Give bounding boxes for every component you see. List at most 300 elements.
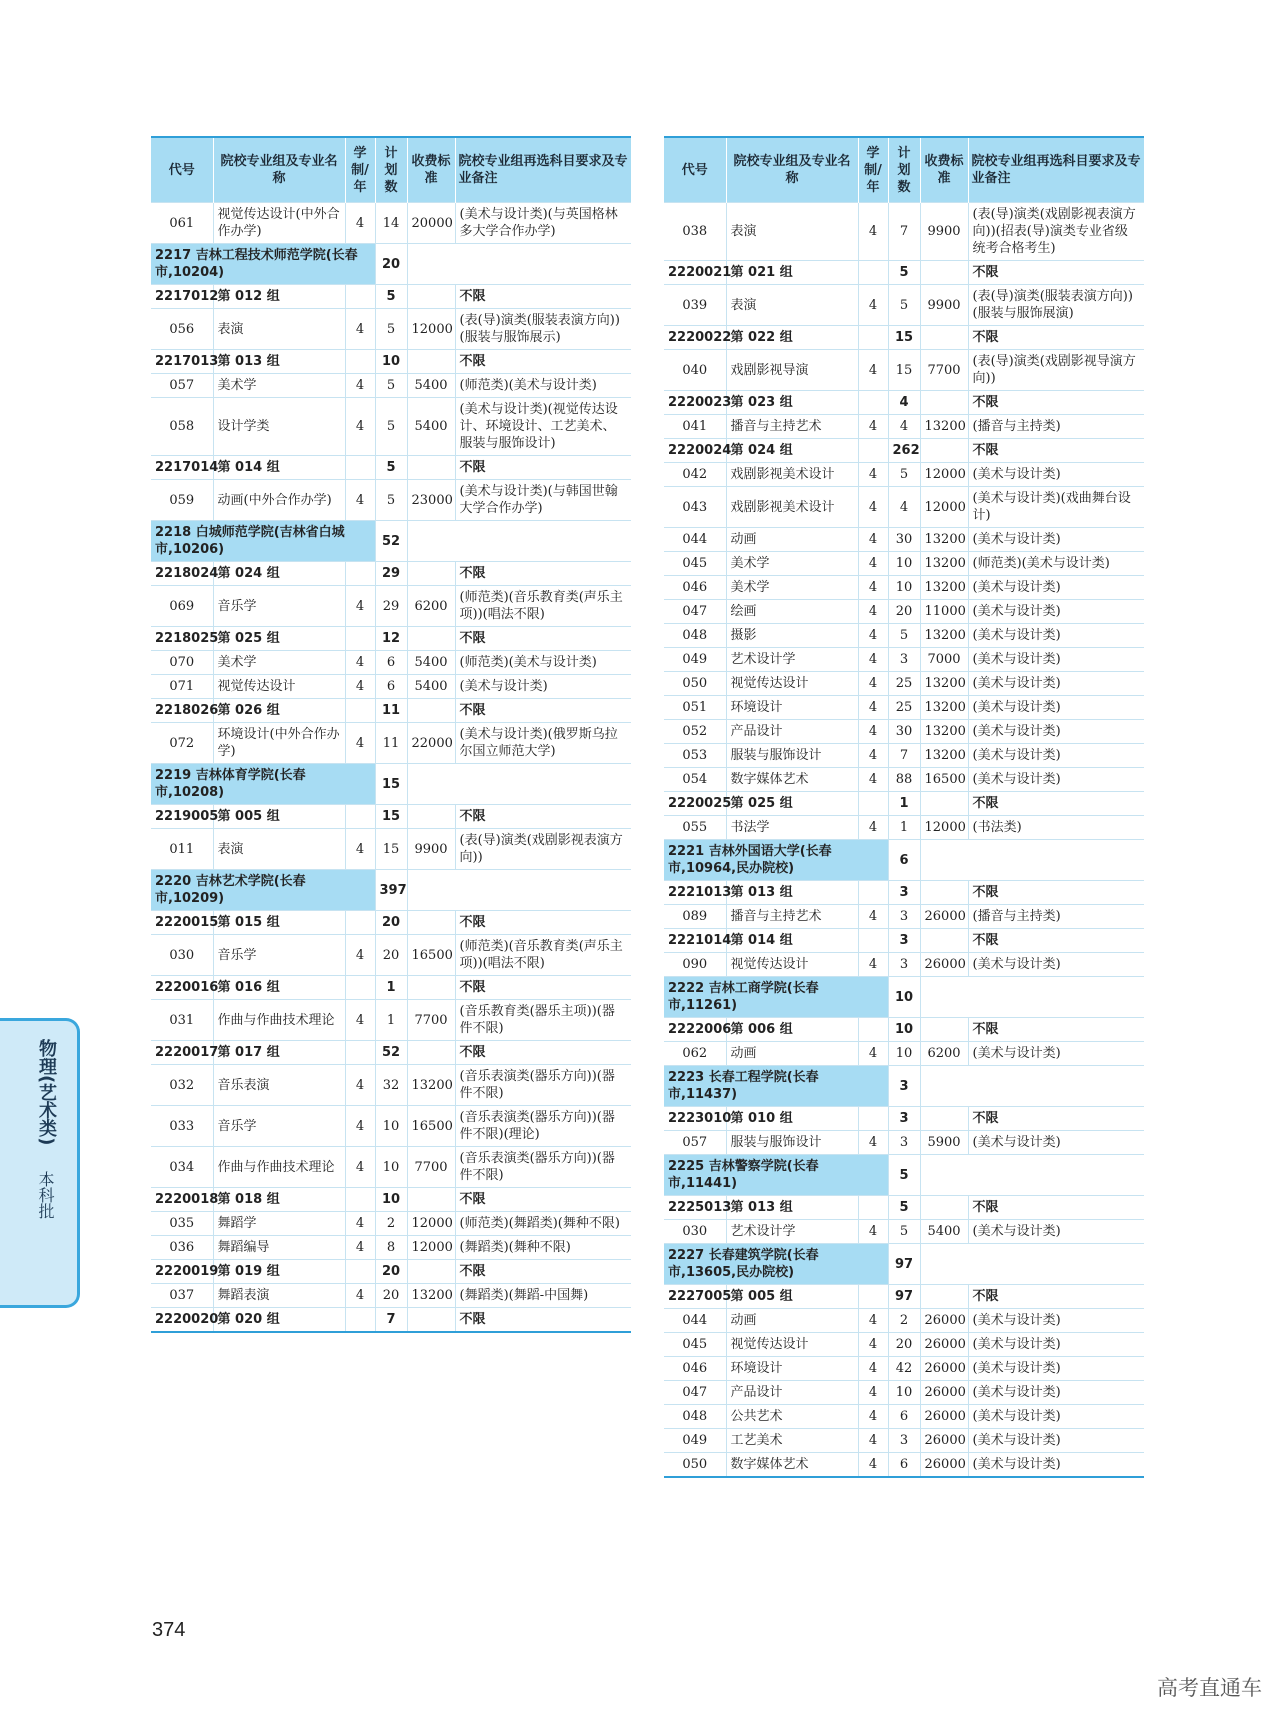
- major-remark: (美术与设计类): [968, 528, 1144, 552]
- major-row: [664, 1453, 1144, 1478]
- major-name: 公共艺术: [726, 1405, 858, 1429]
- major-plan: 25: [888, 672, 920, 696]
- major-years: 4: [858, 624, 888, 648]
- major-years: 4: [858, 1042, 888, 1066]
- major-name: 摄影: [726, 624, 858, 648]
- major-fee: 12000: [407, 1212, 455, 1236]
- major-plan: 32: [375, 1065, 407, 1106]
- school-name: 2218 白城师范学院(吉林省白城市,10206): [151, 521, 375, 562]
- group-row: [151, 1308, 631, 1333]
- major-years: 4: [345, 398, 375, 456]
- major-plan: 3: [888, 1131, 920, 1155]
- group-remark: 不限: [455, 911, 631, 935]
- group-code: 2227005: [664, 1285, 726, 1309]
- group-remark: 不限: [455, 1041, 631, 1065]
- major-name: 视觉传达设计: [726, 953, 858, 977]
- major-row: [664, 1131, 1144, 1155]
- major-code: 045: [664, 552, 726, 576]
- major-code: 050: [664, 672, 726, 696]
- major-fee: 12000: [407, 1236, 455, 1260]
- major-fee: 22000: [407, 723, 455, 764]
- major-remark: (书法类): [968, 816, 1144, 840]
- group-fee: [920, 326, 968, 350]
- major-years: 4: [345, 1284, 375, 1308]
- group-name: 第 013 组: [726, 1196, 858, 1220]
- major-name: 戏剧影视导演: [726, 350, 858, 391]
- major-years: 4: [858, 1309, 888, 1333]
- group-plan: 11: [375, 699, 407, 723]
- group-years: [345, 805, 375, 829]
- major-fee: 5400: [920, 1220, 968, 1244]
- major-plan: 10: [375, 1147, 407, 1188]
- major-plan: 4: [888, 487, 920, 528]
- major-fee: 9900: [407, 829, 455, 870]
- major-plan: 4: [888, 415, 920, 439]
- group-remark: 不限: [455, 1308, 631, 1333]
- group-code: 2223010: [664, 1107, 726, 1131]
- major-name: 戏剧影视美术设计: [726, 463, 858, 487]
- major-name: 动画: [726, 1309, 858, 1333]
- major-fee: 26000: [920, 1357, 968, 1381]
- group-code: 2220020: [151, 1308, 213, 1333]
- group-plan: 3: [888, 929, 920, 953]
- major-years: 4: [345, 480, 375, 521]
- major-remark: (师范类)(美术与设计类): [455, 651, 631, 675]
- major-row: [664, 816, 1144, 840]
- school-plan: 52: [375, 521, 407, 562]
- group-years: [858, 1285, 888, 1309]
- major-name: 服装与服饰设计: [726, 744, 858, 768]
- major-row: [664, 1405, 1144, 1429]
- major-fee: 23000: [407, 480, 455, 521]
- major-years: 4: [858, 528, 888, 552]
- group-name: 第 025 组: [213, 627, 345, 651]
- major-code: 044: [664, 1309, 726, 1333]
- group-years: [345, 911, 375, 935]
- major-name: 动画: [726, 528, 858, 552]
- major-name: 美术学: [213, 374, 345, 398]
- major-years: 4: [858, 648, 888, 672]
- major-fee: 26000: [920, 1429, 968, 1453]
- group-row: [664, 391, 1144, 415]
- major-row: [664, 905, 1144, 929]
- major-fee: 7000: [920, 648, 968, 672]
- major-code: 046: [664, 576, 726, 600]
- major-code: 069: [151, 586, 213, 627]
- group-plan: 1: [888, 792, 920, 816]
- major-code: 037: [151, 1284, 213, 1308]
- major-plan: 5: [888, 1220, 920, 1244]
- group-remark: 不限: [455, 285, 631, 309]
- group-name: 第 014 组: [213, 456, 345, 480]
- group-row: [151, 350, 631, 374]
- group-fee: [407, 911, 455, 935]
- major-remark: (表(导)演类(服装表演方向))(服装与服饰展示): [455, 309, 631, 350]
- major-remark: (美术与设计类): [968, 1309, 1144, 1333]
- group-fee: [407, 1188, 455, 1212]
- major-name: 环境设计: [726, 1357, 858, 1381]
- major-fee: 11000: [920, 600, 968, 624]
- page-number: 374: [152, 1619, 186, 1641]
- major-fee: 6200: [920, 1042, 968, 1066]
- group-remark: 不限: [455, 1188, 631, 1212]
- major-name: 作曲与作曲技术理论: [213, 1147, 345, 1188]
- major-fee: 7700: [407, 1147, 455, 1188]
- major-name: 戏剧影视美术设计: [726, 487, 858, 528]
- group-row: [664, 1285, 1144, 1309]
- major-row: [151, 398, 631, 456]
- group-fee: [407, 976, 455, 1000]
- group-years: [858, 326, 888, 350]
- major-row: [664, 350, 1144, 391]
- school-blank: [407, 244, 631, 285]
- group-fee: [407, 1260, 455, 1284]
- group-name: 第 023 组: [726, 391, 858, 415]
- group-row: [151, 1041, 631, 1065]
- group-row: [151, 562, 631, 586]
- header-code: 代号: [664, 137, 726, 203]
- major-fee: 13200: [920, 528, 968, 552]
- group-code: 2225013: [664, 1196, 726, 1220]
- header-years: 学制/年: [858, 137, 888, 203]
- group-row: [664, 1018, 1144, 1042]
- major-name: 舞蹈学: [213, 1212, 345, 1236]
- major-plan: 25: [888, 696, 920, 720]
- group-years: [858, 1107, 888, 1131]
- major-name: 数字媒体艺术: [726, 1453, 858, 1478]
- major-remark: (美术与设计类): [968, 1357, 1144, 1381]
- major-remark: (师范类)(美术与设计类): [455, 374, 631, 398]
- table-body-left: [151, 203, 631, 1333]
- group-code: 2217012: [151, 285, 213, 309]
- group-name: 第 010 组: [726, 1107, 858, 1131]
- group-plan: 7: [375, 1308, 407, 1333]
- major-name: 产品设计: [726, 1381, 858, 1405]
- major-plan: 42: [888, 1357, 920, 1381]
- major-years: 4: [858, 1220, 888, 1244]
- major-name: 绘画: [726, 600, 858, 624]
- major-fee: 26000: [920, 1309, 968, 1333]
- group-code: 2220023: [664, 391, 726, 415]
- group-fee: [407, 562, 455, 586]
- major-code: 031: [151, 1000, 213, 1041]
- group-years: [858, 929, 888, 953]
- group-plan: 1: [375, 976, 407, 1000]
- major-remark: (音乐表演类(器乐方向))(器件不限)(理论): [455, 1106, 631, 1147]
- group-name: 第 017 组: [213, 1041, 345, 1065]
- major-code: 048: [664, 624, 726, 648]
- major-years: 4: [858, 285, 888, 326]
- group-row: [151, 456, 631, 480]
- major-name: 美术学: [726, 576, 858, 600]
- major-row: [664, 203, 1144, 261]
- group-fee: [407, 699, 455, 723]
- group-years: [858, 1018, 888, 1042]
- group-code: 2220018: [151, 1188, 213, 1212]
- major-name: 数字媒体艺术: [726, 768, 858, 792]
- major-code: 090: [664, 953, 726, 977]
- major-fee: 12000: [920, 487, 968, 528]
- major-remark: (美术与设计类): [968, 1453, 1144, 1478]
- major-row: [664, 1220, 1144, 1244]
- major-remark: (美术与设计类)(与英国格林多大学合作办学): [455, 203, 631, 244]
- major-row: [664, 1381, 1144, 1405]
- school-row: [664, 977, 1144, 1018]
- major-name: 音乐学: [213, 586, 345, 627]
- school-name: 2220 吉林艺术学院(长春市,10209): [151, 870, 375, 911]
- major-remark: (播音与主持类): [968, 905, 1144, 929]
- major-fee: 26000: [920, 1453, 968, 1478]
- major-code: 039: [664, 285, 726, 326]
- major-code: 047: [664, 1381, 726, 1405]
- group-code: 2220022: [664, 326, 726, 350]
- major-row: [664, 672, 1144, 696]
- table-header-row: [664, 137, 1144, 203]
- group-plan: 3: [888, 1107, 920, 1131]
- group-row: [151, 699, 631, 723]
- major-fee: 13200: [920, 624, 968, 648]
- major-remark: (美术与设计类)(俄罗斯乌拉尔国立师范大学): [455, 723, 631, 764]
- school-name: 2219 吉林体育学院(长春市,10208): [151, 764, 375, 805]
- major-row: [151, 1106, 631, 1147]
- group-years: [345, 976, 375, 1000]
- major-remark: (表(导)演类(服装表演方向))(服装与服饰展演): [968, 285, 1144, 326]
- major-remark: (美术与设计类): [455, 675, 631, 699]
- major-fee: 20000: [407, 203, 455, 244]
- major-code: 054: [664, 768, 726, 792]
- group-plan: 15: [888, 326, 920, 350]
- major-plan: 3: [888, 648, 920, 672]
- major-years: 4: [858, 1357, 888, 1381]
- group-row: [664, 1107, 1144, 1131]
- group-row: [664, 929, 1144, 953]
- school-plan: 20: [375, 244, 407, 285]
- major-name: 书法学: [726, 816, 858, 840]
- group-plan: 5: [375, 285, 407, 309]
- major-code: 040: [664, 350, 726, 391]
- major-code: 049: [664, 648, 726, 672]
- group-code: 2218024: [151, 562, 213, 586]
- group-plan: 5: [888, 1196, 920, 1220]
- major-remark: (美术与设计类): [968, 648, 1144, 672]
- major-years: 4: [858, 350, 888, 391]
- major-remark: (美术与设计类): [968, 953, 1144, 977]
- header-plan: 计划数: [375, 137, 407, 203]
- school-name: 2217 吉林工程技术师范学院(长春市,10204): [151, 244, 375, 285]
- major-name: 视觉传达设计: [213, 675, 345, 699]
- major-code: 048: [664, 1405, 726, 1429]
- major-name: 环境设计: [726, 696, 858, 720]
- group-years: [345, 562, 375, 586]
- major-fee: 16500: [407, 1106, 455, 1147]
- group-plan: 262: [888, 439, 920, 463]
- major-fee: 12000: [920, 463, 968, 487]
- major-plan: 6: [888, 1453, 920, 1478]
- major-years: 4: [345, 203, 375, 244]
- major-plan: 5: [375, 309, 407, 350]
- group-row: [664, 261, 1144, 285]
- major-remark: (美术与设计类): [968, 1131, 1144, 1155]
- major-fee: 16500: [920, 768, 968, 792]
- major-years: 4: [345, 1065, 375, 1106]
- major-remark: (美术与设计类): [968, 672, 1144, 696]
- group-remark: 不限: [968, 1018, 1144, 1042]
- school-name: 2227 长春建筑学院(长春市,13605,民办院校): [664, 1244, 888, 1285]
- major-years: 4: [345, 1147, 375, 1188]
- school-row: [664, 840, 1144, 881]
- group-years: [858, 439, 888, 463]
- major-row: [151, 586, 631, 627]
- school-name: 2221 吉林外国语大学(长春市,10964,民办院校): [664, 840, 888, 881]
- major-fee: 13200: [920, 576, 968, 600]
- major-remark: (美术与设计类): [968, 1220, 1144, 1244]
- major-fee: 13200: [920, 744, 968, 768]
- major-plan: 14: [375, 203, 407, 244]
- major-years: 4: [858, 816, 888, 840]
- group-code: 2222006: [664, 1018, 726, 1042]
- major-name: 产品设计: [726, 720, 858, 744]
- major-name: 设计学类: [213, 398, 345, 456]
- major-fee: 9900: [920, 285, 968, 326]
- major-plan: 10: [888, 576, 920, 600]
- group-years: [858, 881, 888, 905]
- major-remark: (音乐表演类(器乐方向))(器件不限): [455, 1147, 631, 1188]
- major-name: 舞蹈编导: [213, 1236, 345, 1260]
- major-row: [151, 723, 631, 764]
- major-row: [664, 1333, 1144, 1357]
- major-years: 4: [345, 675, 375, 699]
- major-name: 音乐学: [213, 1106, 345, 1147]
- major-plan: 29: [375, 586, 407, 627]
- major-plan: 20: [888, 1333, 920, 1357]
- major-years: 4: [345, 1106, 375, 1147]
- major-fee: 5400: [407, 374, 455, 398]
- group-row: [664, 881, 1144, 905]
- major-years: 4: [858, 1381, 888, 1405]
- group-name: 第 006 组: [726, 1018, 858, 1042]
- major-remark: (美术与设计类)(戏曲舞台设计): [968, 487, 1144, 528]
- group-code: 2218025: [151, 627, 213, 651]
- group-row: [664, 326, 1144, 350]
- school-row: [664, 1155, 1144, 1196]
- group-remark: 不限: [968, 326, 1144, 350]
- major-plan: 3: [888, 953, 920, 977]
- major-years: 4: [858, 696, 888, 720]
- major-years: 4: [858, 415, 888, 439]
- major-plan: 20: [375, 935, 407, 976]
- group-remark: 不限: [968, 929, 1144, 953]
- major-code: 035: [151, 1212, 213, 1236]
- major-remark: (师范类)(舞蹈类)(舞种不限): [455, 1212, 631, 1236]
- major-years: 4: [345, 651, 375, 675]
- major-years: 4: [858, 463, 888, 487]
- group-row: [664, 1196, 1144, 1220]
- major-fee: 9900: [920, 203, 968, 261]
- major-fee: 7700: [920, 350, 968, 391]
- major-code: 044: [664, 528, 726, 552]
- major-row: [664, 1357, 1144, 1381]
- major-code: 057: [151, 374, 213, 398]
- group-row: [151, 805, 631, 829]
- group-fee: [920, 1018, 968, 1042]
- major-row: [664, 600, 1144, 624]
- major-name: 环境设计(中外合作办学): [213, 723, 345, 764]
- major-name: 艺术设计学: [726, 1220, 858, 1244]
- group-remark: 不限: [968, 1285, 1144, 1309]
- major-row: [151, 480, 631, 521]
- group-remark: 不限: [455, 350, 631, 374]
- major-code: 071: [151, 675, 213, 699]
- group-fee: [920, 792, 968, 816]
- major-name: 表演: [213, 829, 345, 870]
- major-remark: (美术与设计类): [968, 1381, 1144, 1405]
- group-plan: 15: [375, 805, 407, 829]
- major-row: [664, 463, 1144, 487]
- school-row: [151, 870, 631, 911]
- major-remark: (表(导)演类(戏剧影视表演方向)): [455, 829, 631, 870]
- major-code: 055: [664, 816, 726, 840]
- group-remark: 不限: [455, 1260, 631, 1284]
- group-plan: 5: [888, 261, 920, 285]
- major-fee: 12000: [920, 816, 968, 840]
- major-years: 4: [858, 672, 888, 696]
- major-code: 057: [664, 1131, 726, 1155]
- major-row: [151, 829, 631, 870]
- major-fee: 26000: [920, 1333, 968, 1357]
- major-row: [151, 1212, 631, 1236]
- major-row: [664, 552, 1144, 576]
- major-code: 089: [664, 905, 726, 929]
- major-plan: 3: [888, 1429, 920, 1453]
- major-row: [664, 624, 1144, 648]
- major-years: 4: [858, 600, 888, 624]
- group-fee: [920, 929, 968, 953]
- major-fee: 5400: [407, 651, 455, 675]
- group-row: [151, 1260, 631, 1284]
- header-name: 院校专业组及专业名称: [726, 137, 858, 203]
- major-name: 播音与主持艺术: [726, 415, 858, 439]
- group-fee: [920, 391, 968, 415]
- major-plan: 20: [888, 600, 920, 624]
- major-remark: (舞蹈类)(舞蹈-中国舞): [455, 1284, 631, 1308]
- major-plan: 15: [375, 829, 407, 870]
- major-fee: 13200: [407, 1065, 455, 1106]
- group-plan: 20: [375, 1260, 407, 1284]
- major-plan: 6: [375, 675, 407, 699]
- major-plan: 8: [375, 1236, 407, 1260]
- major-fee: 26000: [920, 1405, 968, 1429]
- group-years: [345, 1308, 375, 1333]
- major-row: [664, 1309, 1144, 1333]
- major-row: [664, 415, 1144, 439]
- major-code: 049: [664, 1429, 726, 1453]
- major-plan: 7: [888, 744, 920, 768]
- group-name: 第 013 组: [213, 350, 345, 374]
- major-remark: (师范类)(美术与设计类): [968, 552, 1144, 576]
- major-name: 音乐学: [213, 935, 345, 976]
- group-years: [858, 1196, 888, 1220]
- group-remark: 不限: [455, 627, 631, 651]
- major-row: [151, 309, 631, 350]
- group-plan: 4: [888, 391, 920, 415]
- header-fee: 收费标准: [407, 137, 455, 203]
- group-years: [345, 1188, 375, 1212]
- school-name: 2223 长春工程学院(长春市,11437): [664, 1066, 888, 1107]
- group-remark: 不限: [968, 439, 1144, 463]
- group-code: 2217013: [151, 350, 213, 374]
- major-fee: 13200: [920, 415, 968, 439]
- group-fee: [920, 1285, 968, 1309]
